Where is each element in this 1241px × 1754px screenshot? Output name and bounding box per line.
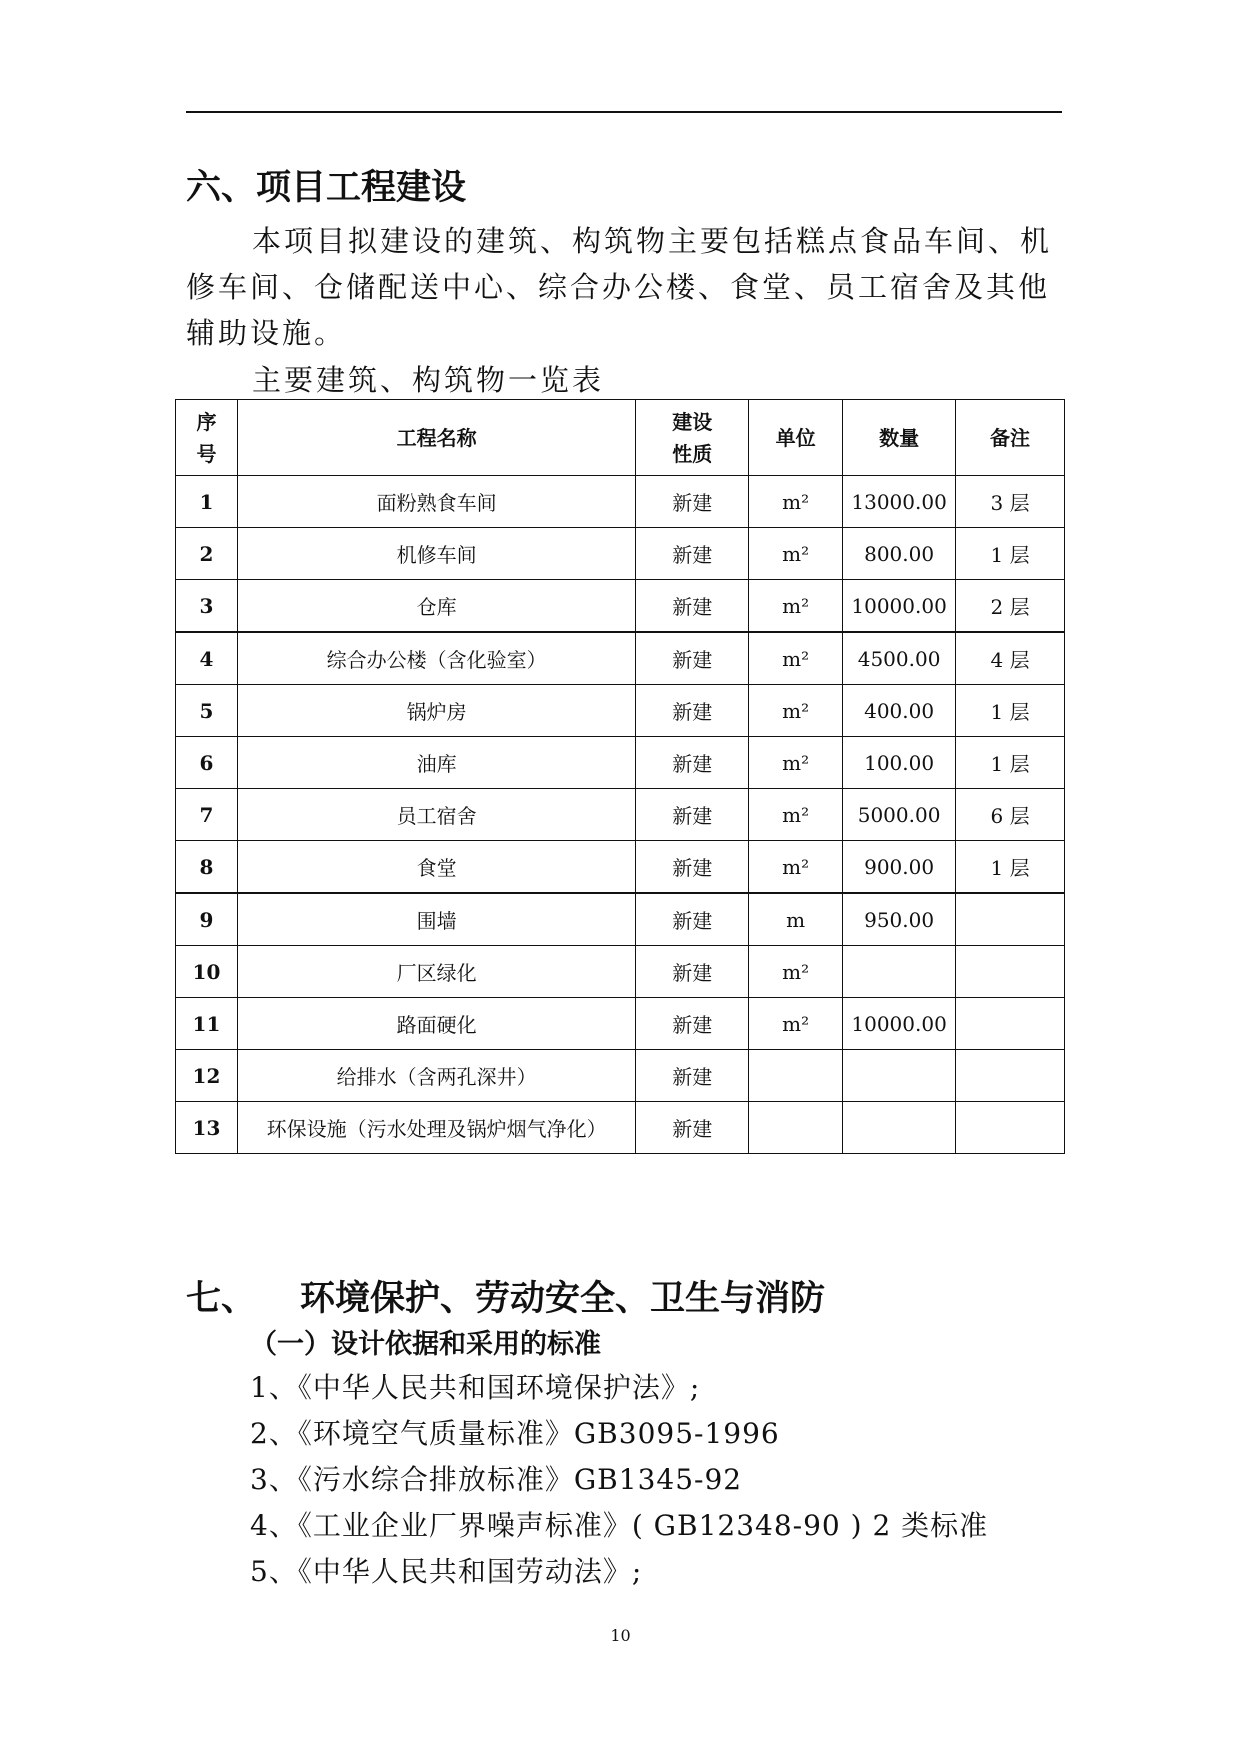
standard-item-2: 2、《环境空气质量标准》GB3095-1996 [250, 1417, 780, 1450]
cell-type: 新建 [636, 789, 749, 841]
table-row [176, 998, 1065, 1050]
standard-item-5: 5、《中华人民共和国劳动法》; [250, 1555, 643, 1588]
section-6-paragraph [186, 218, 1066, 356]
cell-name: 综合办公楼（含化验室） [237, 632, 635, 685]
section-7-heading: 环境保护、劳动安全、卫生与消防 [300, 1279, 826, 1319]
cell-qty [843, 1102, 956, 1154]
table-row [176, 685, 1065, 737]
cell-note: 1 层 [956, 685, 1065, 737]
cell-note [956, 893, 1065, 946]
cell-type: 新建 [636, 737, 749, 789]
header-seq [176, 400, 238, 476]
cell-type: 新建 [636, 998, 749, 1050]
cell-note: 1 层 [956, 841, 1065, 894]
cell-seq: 11 [176, 998, 238, 1050]
cell-qty: 13000.00 [843, 476, 956, 528]
cell-seq: 8 [176, 841, 238, 894]
cell-unit: m² [749, 580, 843, 633]
cell-name: 路面硬化 [237, 998, 635, 1050]
section-7-subheading: （一）设计依据和采用的标准 [250, 1329, 601, 1360]
cell-unit: m² [749, 998, 843, 1050]
cell-note: 4 层 [956, 632, 1065, 685]
cell-unit [749, 1102, 843, 1154]
cell-note: 6 层 [956, 789, 1065, 841]
cell-seq: 13 [176, 1102, 238, 1154]
cell-note [956, 998, 1065, 1050]
section-7-prefix: 七、 [186, 1279, 257, 1319]
cell-note [956, 1050, 1065, 1102]
cell-unit: m² [749, 946, 843, 998]
cell-qty: 900.00 [843, 841, 956, 894]
cell-seq: 9 [176, 893, 238, 946]
table-caption: 主要建筑、构筑物一览表 [252, 363, 605, 397]
cell-seq: 2 [176, 528, 238, 580]
cell-unit: m² [749, 737, 843, 789]
buildings-table [175, 399, 1065, 1154]
standard-item-4: 4、《工业企业厂界噪声标准》( GB12348-90 ) 2 类标准 [250, 1509, 989, 1542]
cell-name: 员工宿舍 [237, 789, 635, 841]
header-qty: 数量 [843, 400, 956, 476]
cell-note: 3 层 [956, 476, 1065, 528]
cell-qty: 5000.00 [843, 789, 956, 841]
cell-name: 给排水（含两孔深井） [237, 1050, 635, 1102]
cell-type: 新建 [636, 893, 749, 946]
table-row [176, 946, 1065, 998]
table-row [176, 737, 1065, 789]
section-6-heading: 六、项目工程建设 [186, 168, 467, 208]
cell-name: 机修车间 [237, 528, 635, 580]
cell-qty: 400.00 [843, 685, 956, 737]
cell-qty: 950.00 [843, 893, 956, 946]
header-seq-text: 序 号 [196, 409, 217, 466]
cell-note [956, 946, 1065, 998]
table-row [176, 528, 1065, 580]
standard-item-1: 1、《中华人民共和国环境保护法》; [250, 1371, 701, 1404]
cell-type: 新建 [636, 841, 749, 894]
cell-seq: 4 [176, 632, 238, 685]
cell-name: 锅炉房 [237, 685, 635, 737]
header-type-text: 建设 性质 [672, 409, 713, 466]
cell-name: 环保设施（污水处理及锅炉烟气净化） [237, 1102, 635, 1154]
cell-unit: m² [749, 789, 843, 841]
header-name: 工程名称 [237, 400, 635, 476]
cell-seq: 7 [176, 789, 238, 841]
cell-unit: m² [749, 841, 843, 894]
cell-qty: 10000.00 [843, 998, 956, 1050]
cell-seq: 3 [176, 580, 238, 633]
table-header-row [176, 400, 1065, 476]
cell-type: 新建 [636, 946, 749, 998]
cell-unit: m² [749, 528, 843, 580]
cell-qty: 10000.00 [843, 580, 956, 633]
table-row [176, 476, 1065, 528]
section-6-paragraph-text: 本项目拟建设的建筑、构筑物主要包括糕点食品车间、机修车间、仓储配送中心、综合办公楼、食堂、员工宿舍及其他辅助设施。 [186, 224, 1053, 350]
cell-seq: 12 [176, 1050, 238, 1102]
page-number: 10 [610, 1626, 631, 1645]
table-row [176, 841, 1065, 894]
cell-seq: 10 [176, 946, 238, 998]
cell-type: 新建 [636, 1102, 749, 1154]
cell-name: 围墙 [237, 893, 635, 946]
cell-seq: 1 [176, 476, 238, 528]
cell-name: 厂区绿化 [237, 946, 635, 998]
cell-note: 2 层 [956, 580, 1065, 633]
cell-type: 新建 [636, 580, 749, 633]
header-type [636, 400, 749, 476]
table-row [176, 580, 1065, 633]
cell-qty: 100.00 [843, 737, 956, 789]
cell-qty [843, 1050, 956, 1102]
table-row [176, 893, 1065, 946]
cell-name: 油库 [237, 737, 635, 789]
cell-qty: 4500.00 [843, 632, 956, 685]
table-row [176, 632, 1065, 685]
cell-qty [843, 946, 956, 998]
cell-type: 新建 [636, 528, 749, 580]
cell-type: 新建 [636, 632, 749, 685]
cell-note: 1 层 [956, 737, 1065, 789]
cell-note: 1 层 [956, 528, 1065, 580]
cell-unit: m² [749, 685, 843, 737]
header-unit: 单位 [749, 400, 843, 476]
cell-seq: 5 [176, 685, 238, 737]
cell-type: 新建 [636, 476, 749, 528]
cell-unit: m² [749, 476, 843, 528]
cell-type: 新建 [636, 685, 749, 737]
header-note: 备注 [956, 400, 1065, 476]
cell-name: 仓库 [237, 580, 635, 633]
cell-unit [749, 1050, 843, 1102]
table-row [176, 789, 1065, 841]
cell-unit: m [749, 893, 843, 946]
table-row [176, 1050, 1065, 1102]
header-rule [186, 111, 1062, 113]
cell-name: 面粉熟食车间 [237, 476, 635, 528]
cell-unit: m² [749, 632, 843, 685]
cell-name: 食堂 [237, 841, 635, 894]
cell-seq: 6 [176, 737, 238, 789]
standard-item-3: 3、《污水综合排放标准》GB1345-92 [250, 1463, 743, 1496]
cell-type: 新建 [636, 1050, 749, 1102]
table-body [176, 476, 1065, 1154]
cell-note [956, 1102, 1065, 1154]
table-row [176, 1102, 1065, 1154]
cell-qty: 800.00 [843, 528, 956, 580]
